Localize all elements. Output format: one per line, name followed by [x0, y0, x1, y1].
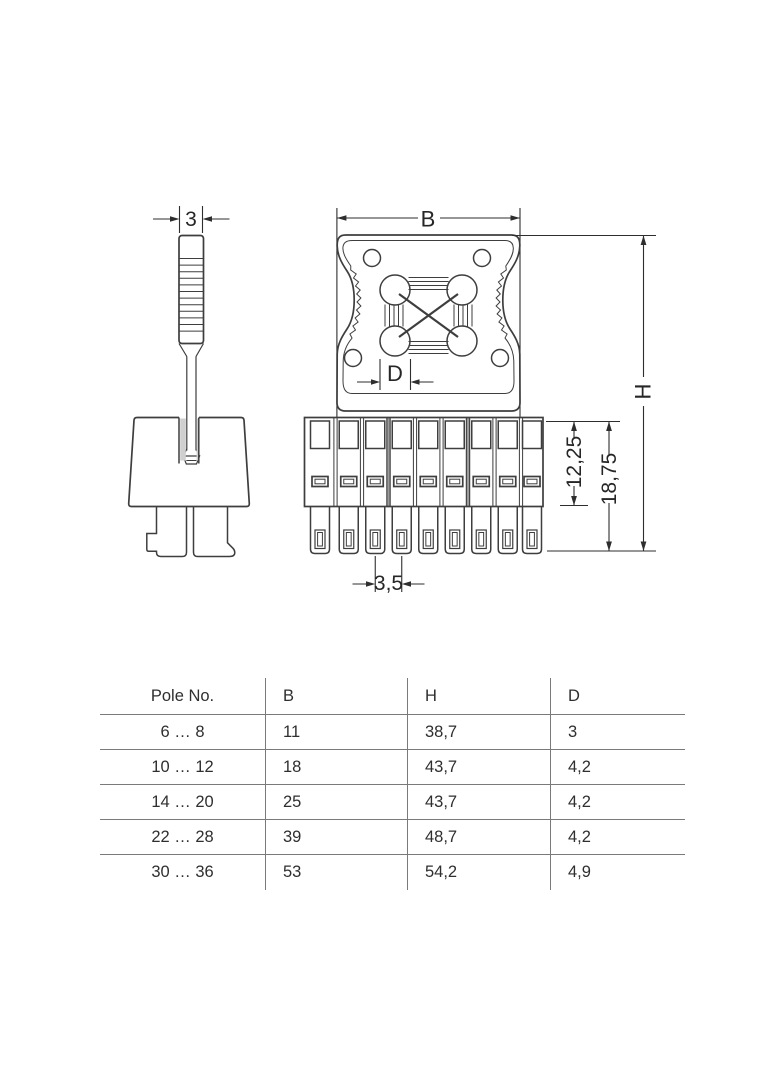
dim-label-12-25: 12,25 [563, 435, 586, 489]
table-cell: 10 … 12 [100, 750, 265, 785]
dim-3-5 [353, 556, 425, 595]
table-cell: 48,7 [407, 820, 550, 855]
table-cell: 53 [265, 855, 407, 890]
table-cell: 4,2 [550, 785, 685, 820]
table-cell: 4,2 [550, 750, 685, 785]
dim-label-18-75: 18,75 [598, 452, 621, 506]
table-cell: 54,2 [407, 855, 550, 890]
table-cell: 11 [265, 715, 407, 750]
contact-sockets [380, 275, 477, 356]
dim-d [357, 359, 434, 390]
table-cell: 38,7 [407, 715, 550, 750]
table-cell: 22 … 28 [100, 820, 265, 855]
mounting-hole [364, 250, 381, 267]
table-header-h: H [407, 678, 550, 715]
table-cell: 14 … 20 [100, 785, 265, 820]
table-cell: 43,7 [407, 785, 550, 820]
table-header-pole-no: Pole No. [100, 678, 265, 715]
mounting-plate-top-view [337, 235, 520, 411]
dimension-table [100, 678, 685, 890]
table-cell: 3 [550, 715, 685, 750]
front-view-drawing [305, 207, 657, 596]
dim-label-3-5: 3,5 [373, 572, 404, 595]
table-cell: 43,7 [407, 750, 550, 785]
dim-label-d: D [387, 361, 403, 386]
table-cell: 6 … 8 [100, 715, 265, 750]
dim-18-75 [598, 422, 621, 552]
table-cell: 18 [265, 750, 407, 785]
table-header-b: B [265, 678, 407, 715]
dim-label-b: B [420, 206, 436, 232]
side-view-drawing [129, 206, 250, 557]
dim-label-h: H [630, 383, 656, 400]
mounting-hole [474, 250, 491, 267]
table-cell: 30 … 36 [151, 863, 214, 881]
dim-b [337, 207, 520, 418]
table-cell: 4,9 [550, 855, 685, 890]
connector-housing-side [129, 418, 250, 557]
dim-label-tool-width: 3 [185, 208, 197, 231]
table-cell: 39 [265, 820, 407, 855]
mounting-hole [345, 350, 362, 367]
mounting-hole [492, 350, 509, 367]
table-header-d: D [550, 678, 685, 715]
dim-tool-width [153, 206, 230, 233]
table-cell: 4,2 [550, 820, 685, 855]
table-cell: 25 [265, 785, 407, 820]
dim-h [512, 236, 656, 552]
connector-body-front [305, 418, 544, 554]
